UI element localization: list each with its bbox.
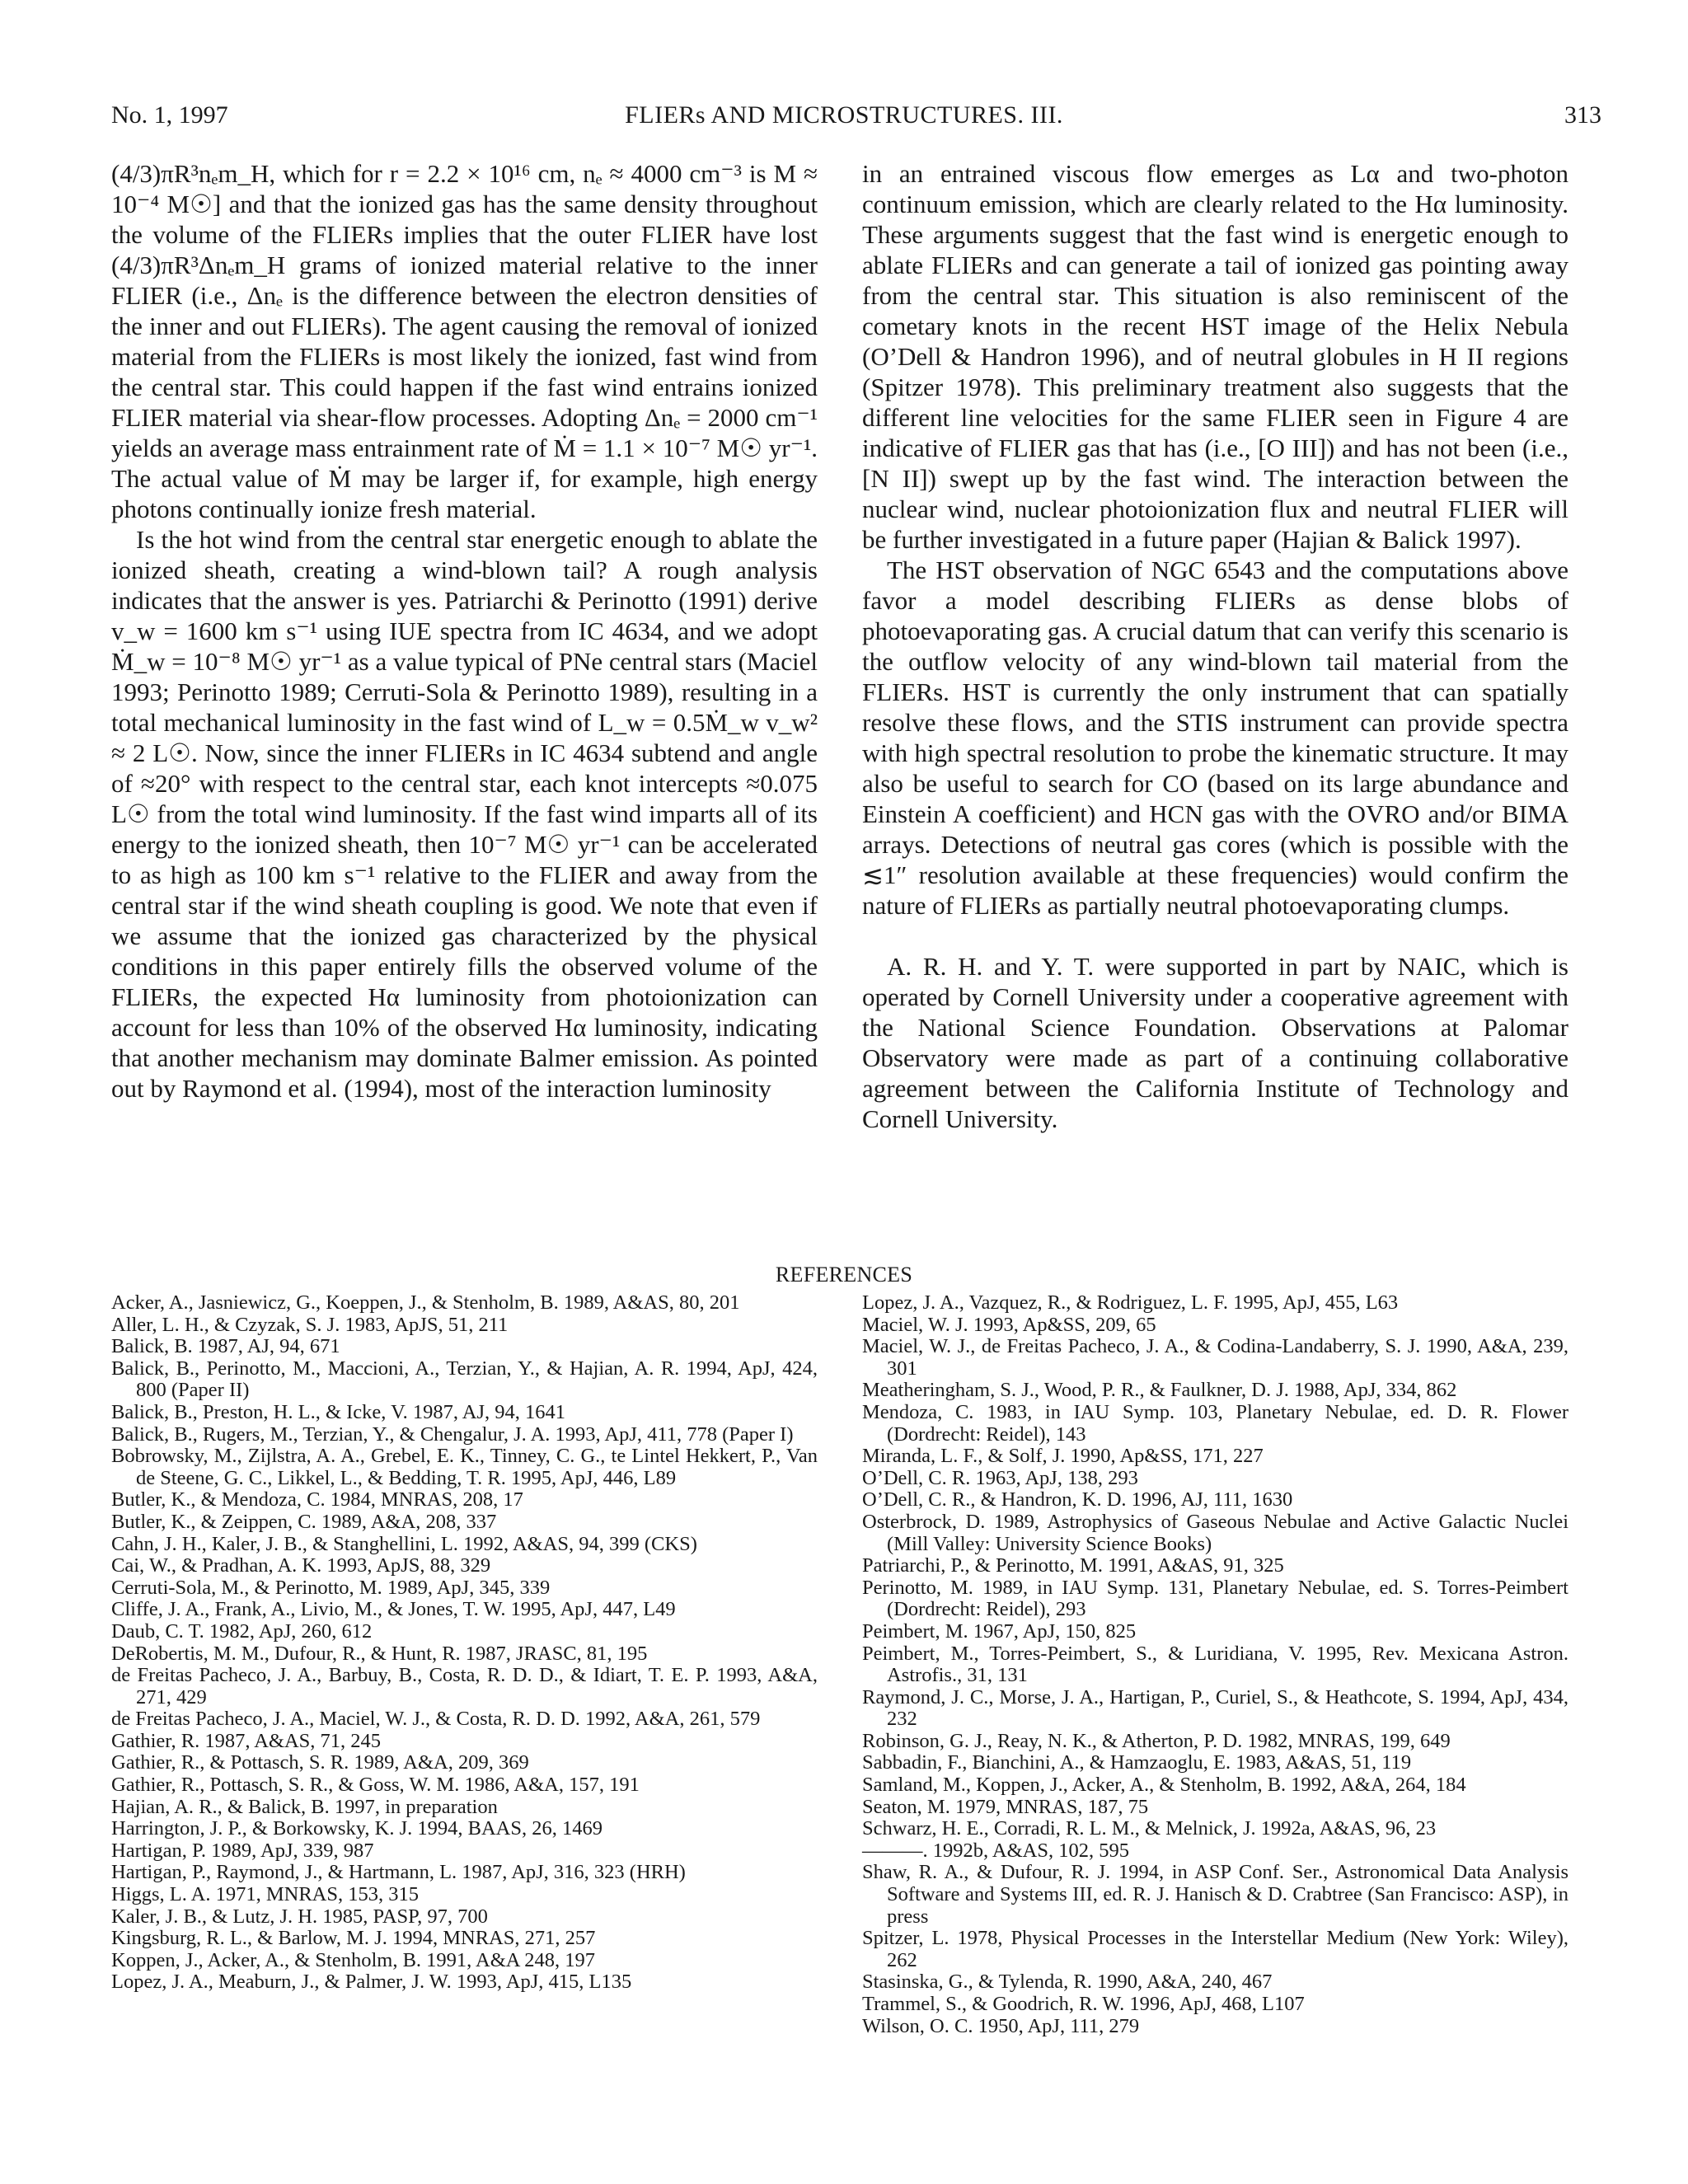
paragraph-continuation-right: in an entrained viscous flow emerges as Lα and two-photon continuum emission, which are clearly related to the Hα luminosity. These arguments suggest that the fast wind is energetic enough to ablate FLIERs and can generate a tail of ionized gas pointing away from the central star. This situation is also reminiscent of the cometary knots in the recent HST image of the Helix Nebula (O’Dell & Handron 1996), and of neutral globules in H II regions (Spitzer 1978). This preliminary treatment also suggests that the different line velocities for the same FLIER seen in Figure 4 are indicative of FLIER gas that has (i.e., [O III]) and has not been (i.e., [N II]) swept up by the fast wind. The interaction between the nuclear wind, nuclear photoionization flux and neutral FLIER will be further investigated in a future paper (Hajian & Balick 1997). [862, 159, 1568, 554]
reference-entry: Gathier, R., Pottasch, S. R., & Goss, W. M. 1986, A&A, 157, 191 [111, 1774, 640, 1797]
reference-entry: Maciel, W. J., de Freitas Pacheco, J. A., & Codina-Landaberry, S. J. 1990, A&A, 239, 301 [862, 1335, 1568, 1380]
reference-entry: Aller, L. H., & Czyzak, S. J. 1983, ApJS, 51, 211 [111, 1313, 509, 1336]
reference-entry: Spitzer, L. 1978, Physical Processes in the Interstellar Medium (New York: Wiley), 262 [862, 1927, 1568, 1971]
reference-entry: Samland, M., Koppen, J., Acker, A., & Stenholm, B. 1992, A&A, 264, 184 [862, 1774, 1466, 1797]
reference-entry: Sabbadin, F., Bianchini, A., & Hamzaoglu, E. 1983, A&AS, 51, 119 [862, 1751, 1412, 1774]
reference-entry: Maciel, W. J. 1993, Ap&SS, 209, 65 [862, 1313, 1156, 1336]
reference-entry: Robinson, G. J., Reay, N. K., & Atherton, P. D. 1982, MNRAS, 199, 649 [862, 1729, 1451, 1752]
reference-entry: Hajian, A. R., & Balick, B. 1997, in preparation [111, 1795, 498, 1818]
reference-entry: Miranda, L. F., & Solf, J. 1990, Ap&SS, 171, 227 [862, 1445, 1264, 1468]
reference-entry: Harrington, J. P., & Borkowsky, K. J. 1994, BAAS, 26, 1469 [111, 1817, 603, 1840]
reference-entry: Raymond, J. C., Morse, J. A., Hartigan, P., Curiel, S., & Heathcote, S. 1994, ApJ, 434, 232 [862, 1685, 1568, 1731]
running-header-issue: No. 1, 1997 [111, 101, 228, 129]
reference-entry: Balick, B., Rugers, M., Terzian, Y., & Chengalur, J. A. 1993, ApJ, 411, 778 (Paper I) [111, 1422, 794, 1446]
reference-entry: Koppen, J., Acker, A., & Stenholm, B. 1991, A&A 248, 197 [111, 1948, 596, 1971]
reference-entry: Higgs, L. A. 1971, MNRAS, 153, 315 [111, 1883, 419, 1906]
acknowledgments: A. R. H. and Y. T. were supported in part by NAIC, which is operated by Cornell University under a cooperative agreement with the National Science Foundation. Observations at Palomar Observatory were made as part of a continuing collaborative agreement between the California Institute of Technology and Cornell University. [862, 952, 1568, 1133]
reference-entry: Perinotto, M. 1989, in IAU Symp. 131, Planetary Nebulae, ed. S. Torres-Peimbert (Dordrecht: Reidel), 293 [862, 1576, 1568, 1621]
paragraph-hst-observation: The HST observation of NGC 6543 and the computations above favor a model describing FLIERs as dense blobs of photoevaporating gas. A crucial datum that can verify this scenario is the outflow velocity of any wind-blown tail material from the FLIERs. HST is currently the only instrument that can spatially resolve these flows, and the STIS instrument can provide spectra with high spectral resolution to probe the kinematic structure. It may also be useful to search for CO (based on its large abundance and Einstein A coefficient) and HCN gas with the OVRO and/or BIMA arrays. Detections of neutral gas cores (which is possible with the ≲1″ resolution available at these frequencies) would confirm the nature of FLIERs as partially neutral photoevaporating clumps. [862, 555, 1568, 920]
reference-entry: Stasinska, G., & Tylenda, R. 1990, A&A, 240, 467 [862, 1971, 1273, 1994]
paragraph-continuation: (4/3)πR³nₑm_H, which for r = 2.2 × 10¹⁶ cm, nₑ ≈ 4000 cm⁻³ is M ≈ 10⁻⁴ M☉] and that the ionized gas has the same density throughout the volume of the FLIERs implies that the outer FLIER have lost (4/3)πR³Δnₑm_H grams of ionized material relative to the inner FLIER (i.e., Δnₑ is the difference between the electron densities of the inner and out FLIERs). The agent causing the removal of ionized material from the FLIERs is most likely the ionized, fast wind from the central star. This could happen if the fast wind entrains ionized FLIER material via shear-flow processes. Adopting Δnₑ = 2000 cm⁻¹ yields an average mass entrainment rate of Ṁ = 1.1 × 10⁻⁷ M☉ yr⁻¹. The actual value of Ṁ may be larger if, for example, high energy photons continually ionize fresh material. [111, 159, 818, 523]
reference-entry: Schwarz, H. E., Corradi, R. L. M., & Melnick, J. 1992a, A&AS, 96, 23 [862, 1817, 1437, 1840]
reference-entry: Balick, B., Preston, H. L., & Icke, V. 1987, AJ, 94, 1641 [111, 1400, 566, 1423]
reference-entry: Kingsburg, R. L., & Barlow, M. J. 1994, MNRAS, 271, 257 [111, 1927, 596, 1950]
references-heading: REFERENCES [775, 1263, 913, 1286]
references-list-left [111, 1292, 818, 1994]
reference-entry: de Freitas Pacheco, J. A., Barbuy, B., Costa, R. D. D., & Idiart, T. E. P. 1993, A&A, 271, 429 [111, 1664, 818, 1708]
reference-entry: Cerruti-Sola, M., & Perinotto, M. 1989, ApJ, 345, 339 [111, 1576, 551, 1599]
reference-entry: Mendoza, C. 1983, in IAU Symp. 103, Planetary Nebulae, ed. D. R. Flower (Dordrecht: Reidel), 143 [862, 1400, 1568, 1446]
reference-entry: Hartigan, P. 1989, ApJ, 339, 987 [111, 1839, 374, 1862]
reference-entry: Bobrowsky, M., Zijlstra, A. A., Grebel, E. K., Tinney, C. G., te Lintel Hekkert, P., Van de Steene, G. C., Likkel, L., & Bedding, T. R. 1995, ApJ, 446, L89 [111, 1445, 818, 1489]
reference-entry: Cai, W., & Pradhan, A. K. 1993, ApJS, 88, 329 [111, 1554, 491, 1577]
reference-entry: Osterbrock, D. 1989, Astrophysics of Gaseous Nebulae and Active Galactic Nuclei (Mill Valley: University Science Books) [862, 1510, 1568, 1555]
reference-entry: Peimbert, M. 1967, ApJ, 150, 825 [862, 1619, 1137, 1643]
reference-entry: O’Dell, C. R., & Handron, K. D. 1996, AJ, 111, 1630 [862, 1488, 1293, 1511]
reference-entry: Balick, B. 1987, AJ, 94, 671 [111, 1335, 340, 1358]
reference-entry: Kaler, J. B., & Lutz, J. H. 1985, PASP, 97, 700 [111, 1905, 488, 1928]
reference-entry: Daub, C. T. 1982, ApJ, 260, 612 [111, 1619, 373, 1643]
reference-entry: Gathier, R. 1987, A&AS, 71, 245 [111, 1729, 382, 1752]
reference-entry: O’Dell, C. R. 1963, ApJ, 138, 293 [862, 1466, 1138, 1489]
reference-entry: Butler, K., & Zeippen, C. 1989, A&A, 208, 337 [111, 1510, 497, 1533]
reference-entry: Peimbert, M., Torres-Peimbert, S., & Luridiana, V. 1995, Rev. Mexicana Astron. Astrofis., 31, 131 [862, 1642, 1568, 1687]
reference-entry: Shaw, R. A., & Dufour, R. J. 1994, in ASP Conf. Ser., Astronomical Data Analysis Software and Systems III, ed. R. J. Hanisch & D. Crabtree (San Francisco: ASP), in press [862, 1861, 1568, 1928]
reference-entry: Lopez, J. A., Vazquez, R., & Rodriguez, L. F. 1995, ApJ, 455, L63 [862, 1291, 1399, 1314]
reference-entry: Hartigan, P., Raymond, J., & Hartmann, L. 1987, ApJ, 316, 323 (HRH) [111, 1861, 686, 1884]
reference-entry: Patriarchi, P., & Perinotto, M. 1991, A&AS, 91, 325 [862, 1554, 1284, 1577]
reference-entry: Cahn, J. H., Kaler, J. B., & Stanghellini, L. 1992, A&AS, 94, 399 (CKS) [111, 1532, 697, 1555]
reference-entry: de Freitas Pacheco, J. A., Maciel, W. J., & Costa, R. D. D. 1992, A&A, 261, 579 [111, 1708, 761, 1731]
reference-entry: Gathier, R., & Pottasch, S. R. 1989, A&A, 209, 369 [111, 1751, 529, 1774]
reference-entry: Acker, A., Jasniewicz, G., Koeppen, J., & Stenholm, B. 1989, A&AS, 80, 201 [111, 1291, 740, 1314]
reference-entry: Lopez, J. A., Meaburn, J., & Palmer, J. W. 1993, ApJ, 415, L135 [111, 1971, 632, 1994]
reference-entry: Meatheringham, S. J., Wood, P. R., & Faulkner, D. J. 1988, ApJ, 334, 862 [862, 1379, 1457, 1402]
reference-entry: ———. 1992b, A&AS, 102, 595 [862, 1839, 1129, 1862]
page-number: 313 [1564, 101, 1601, 129]
paragraph-hot-wind: Is the hot wind from the central star energetic enough to ablate the ionized sheath, creating a wind-blown tail? A rough analysis indicates that the answer is yes. Patriarchi & Perinotto (1991) derive v_w = 1600 km s⁻¹ using IUE spectra from IC 4634, and we adopt Ṁ_w = 10⁻⁸ M☉ yr⁻¹ as a value typical of PNe central stars (Maciel 1993; Perinotto 1989; Cerruti-Sola & Perinotto 1989), resulting in a total mechanical luminosity in the fast wind of L_w = 0.5Ṁ_w v_w² ≈ 2 L☉. Now, since the inner FLIERs in IC 4634 subtend and angle of ≈20° with respect to the central star, each knot intercepts ≈0.075 L☉ from the total wind luminosity. If the fast wind imparts all of its energy to the ionized sheath, then 10⁻⁷ M☉ yr⁻¹ can be accelerated to as high as 100 km s⁻¹ relative to the FLIER and away from the central star if the wind sheath coupling is good. We note that even if we assume that the ionized gas characterized by the physical conditions in this paper entirely fills the observed volume of the FLIERs, the expected Hα luminosity from photoionization can account for less than 10% of the observed Hα luminosity, indicating that another mechanism may dominate Balmer emission. As pointed out by Raymond et al. (1994), most of the interaction luminosity [111, 525, 818, 1103]
references-list-right [862, 1292, 1568, 2037]
reference-entry: Seaton, M. 1979, MNRAS, 187, 75 [862, 1795, 1149, 1818]
reference-entry: Wilson, O. C. 1950, ApJ, 111, 279 [862, 2014, 1140, 2037]
reference-entry: DeRobertis, M. M., Dufour, R., & Hunt, R. 1987, JRASC, 81, 195 [111, 1642, 648, 1665]
reference-entry: Butler, K., & Mendoza, C. 1984, MNRAS, 208, 17 [111, 1488, 523, 1511]
reference-entry: Balick, B., Perinotto, M., Maccioni, A., Terzian, Y., & Hajian, A. R. 1994, ApJ, 424, 800 (Paper II) [111, 1357, 818, 1402]
left-text-column [111, 158, 818, 1104]
reference-entry: Trammel, S., & Goodrich, R. W. 1996, ApJ, 468, L107 [862, 1993, 1305, 2015]
right-text-column [862, 158, 1568, 1134]
running-header-title: FLIERs AND MICROSTRUCTURES. III. [625, 101, 1063, 129]
reference-entry: Cliffe, J. A., Frank, A., Livio, M., & Jones, T. W. 1995, ApJ, 447, L49 [111, 1598, 676, 1621]
